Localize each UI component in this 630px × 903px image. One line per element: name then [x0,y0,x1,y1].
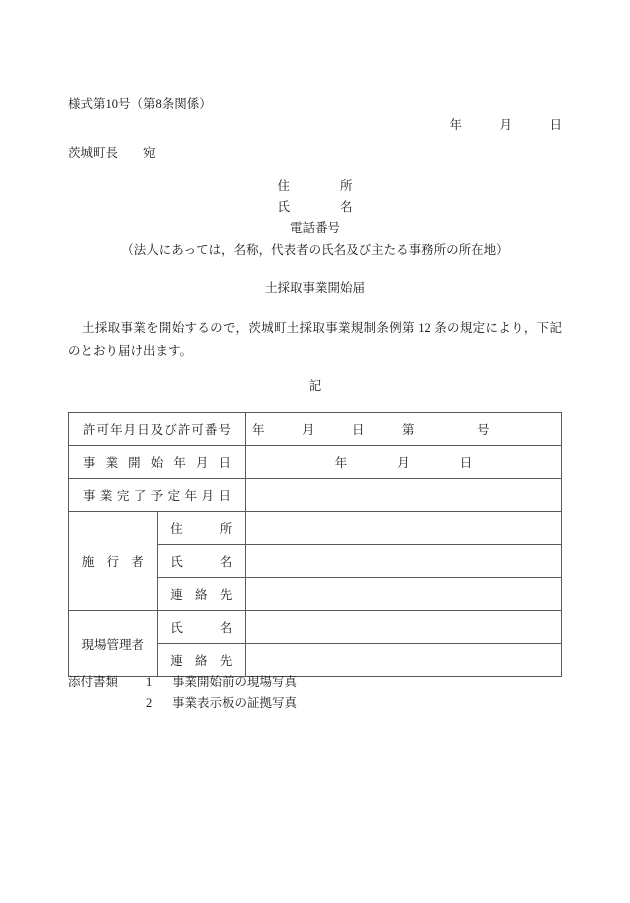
subrow-value-manager-name[interactable] [246,611,562,644]
label-text: 事業開始年月日 [83,456,231,470]
attachment-item [68,672,297,693]
subrow-label-executor-address [157,512,246,545]
attachment-text: 事業開始前の現場写真 [172,675,298,689]
label-text: 施行者 [81,555,144,569]
applicant-address-label: 住 所 [277,179,353,193]
row-value-start-date[interactable]: 年 月 日 [246,446,562,479]
label-text: 連絡先 [170,654,233,668]
subrow-label-executor-contact [157,578,246,611]
row-value-completion-date[interactable] [246,479,562,512]
label-text: 住所 [170,522,233,536]
attachment-text: 事業表示板の証拠写真 [172,696,298,710]
form-table [68,412,562,677]
label-text: 許可年月日及び許可番号 [83,423,231,437]
group-label-site-manager [69,611,158,677]
label-text: 現場管理者 [81,637,144,652]
addressee: 茨城町長 宛 [68,146,156,160]
document-title: 土採取事業開始届 [264,281,365,295]
subrow-value-executor-contact[interactable] [246,578,562,611]
attachments-label: 添付書類 [68,675,119,689]
body-paragraph [68,317,562,363]
date-line: 年 月 日 [449,118,562,132]
subrow-label-manager-name [157,611,246,644]
ki-marker: 記 [308,379,322,393]
applicant-phone-label: 電話番号 [289,221,340,235]
table-row [69,446,562,479]
applicant-name-label: 氏 名 [277,200,353,214]
row-label-start-date [69,446,246,479]
group-label-executor [69,512,158,611]
table-row [69,512,562,545]
attachment-number: 2 [146,696,153,710]
body-text: 土採取事業を開始するので，茨城町土採取事業規制条例第 12 条の規定により，下記のとおり届け出ます。 [68,321,562,358]
row-label-completion-date [69,479,246,512]
table-row [69,611,562,644]
attachments-label-spacer [68,693,146,714]
subrow-value-executor-address[interactable] [246,512,562,545]
subrow-value-executor-name[interactable] [246,545,562,578]
applicant-corporate-note: （法人にあっては，名称，代表者の氏名及び主たる事務所の所在地） [121,243,509,257]
table-row [69,479,562,512]
label-text: 連絡先 [170,588,233,602]
row-value-permit-date-number[interactable]: 年 月 日 第 号 [246,413,562,446]
row-label-permit-date-number [69,413,246,446]
table-row [69,413,562,446]
attachments-section [68,672,297,714]
attachment-number: 1 [146,675,153,689]
label-text: 事業完了予定年月日 [83,489,231,503]
label-text: 氏名 [170,555,233,569]
subrow-label-executor-name [157,545,246,578]
form-number: 様式第10号（第8条関係） [68,97,212,111]
attachment-item [68,693,297,714]
label-text: 氏名 [170,621,233,635]
applicant-block [0,176,630,261]
